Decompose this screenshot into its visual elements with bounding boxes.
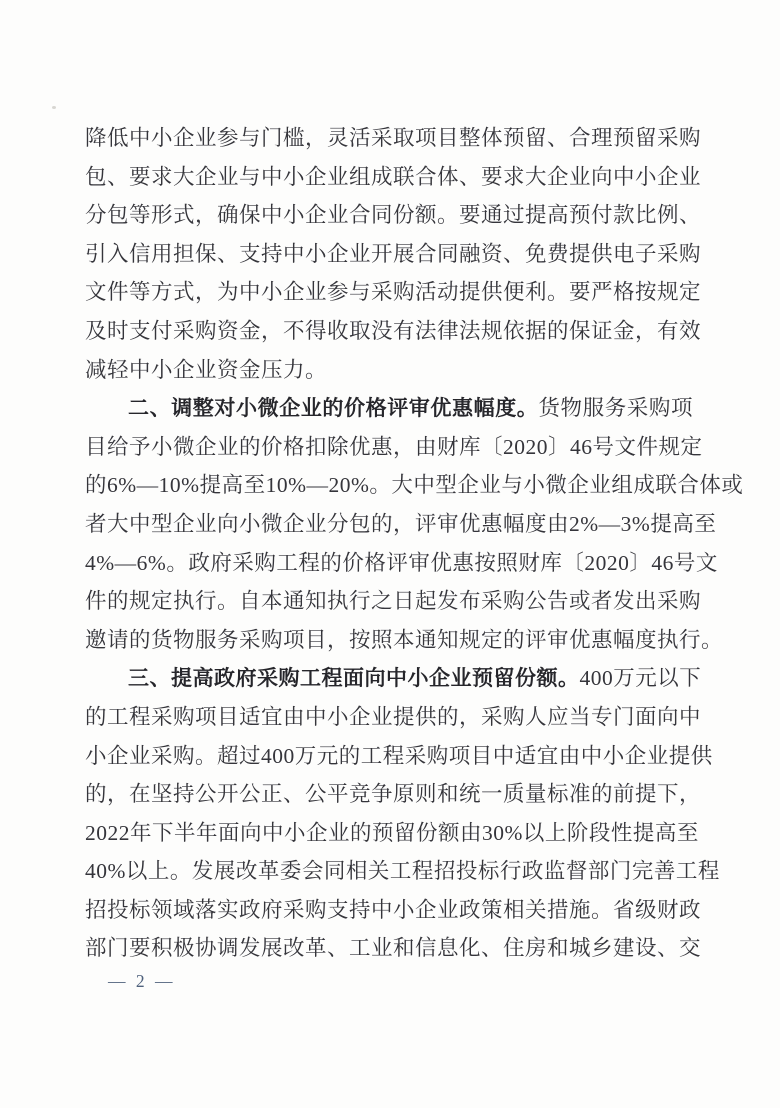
body-text-segment: 的，在坚持公开公正、公平竞争原则和统一质量标准的前提下，	[85, 782, 702, 807]
text-line	[85, 466, 744, 505]
text-line	[85, 351, 693, 390]
body-text-segment: 包、要求大企业与中小企业组成联合体、要求大企业向中小企业	[85, 164, 702, 189]
text-line	[85, 273, 702, 312]
text-line	[85, 428, 703, 467]
text-line	[85, 582, 702, 621]
body-text-segment: 的6%—10%提高至10%—20%。大中型企业与小微企业组成联合体或	[85, 473, 744, 498]
body-text-segment: 者大中型企业向小微企业分包的，评审优惠幅度由2%—3%提高至	[85, 511, 717, 536]
text-line	[85, 737, 713, 776]
body-text-segment: 货物服务采购项	[538, 396, 693, 421]
body-text-segment: 400万元以下	[579, 666, 702, 691]
body-text-segment: 部门要积极协调发展改革、工业和信息化、住房和城乡建设、交	[85, 936, 702, 961]
body-text-segment: 分包等形式，确保中小企业合同份额。要通过提高预付款比例、	[85, 203, 702, 228]
text-line	[85, 119, 702, 158]
scan-artifact-speck	[52, 106, 56, 109]
text-line	[85, 891, 702, 930]
text-line	[85, 158, 702, 197]
section-heading-segment: 三、提高政府采购工程面向中小企业预留份额。	[128, 667, 580, 691]
body-text-segment: 降低中小企业参与门槛，灵活采取项目整体预留、合理预留采购	[85, 126, 702, 150]
text-line	[85, 775, 702, 814]
body-text-segment: 减轻中小企业资金压力。	[85, 357, 328, 382]
body-text-segment: 文件等方式，为中小企业参与采购活动提供便利。要严格按规定	[85, 280, 702, 305]
text-line	[85, 814, 699, 853]
body-text-segment: 40%以上。发展改革委会同相关工程招投标行政监督部门完善工程	[85, 859, 720, 884]
text-line	[85, 196, 702, 235]
body-text-segment: 引入信用担保、支持中小企业开展合同融资、免费提供电子采购	[85, 241, 702, 266]
body-text-segment: 小企业采购。超过400万元的工程采购项目中适宜由中小企业提供	[85, 743, 713, 768]
page-number: — 2 —	[108, 971, 176, 991]
text-line	[85, 659, 702, 698]
body-text-segment: 目给予小微企业的价格扣除优惠，由财库〔2020〕46号文件规定	[85, 434, 703, 459]
body-text-segment: 及时支付采购资金，不得收取没有法律法规依据的保证金，有效	[85, 318, 702, 343]
body-text-segment: 件的规定执行。自本通知执行之日起发布采购公告或者发出采购	[85, 589, 702, 614]
body-text-segment: 2022年下半年面向中小企业的预留份额由30%以上阶段性提高至	[85, 820, 699, 845]
body-text-segment: 4%—6%。政府采购工程的价格评审优惠按照财库〔2020〕46号文	[85, 550, 718, 575]
text-line	[85, 389, 693, 428]
text-line	[85, 621, 724, 660]
body-text-segment: 的工程采购项目适宜由中小企业提供的，采购人应当专门面向中	[85, 704, 702, 729]
text-line	[85, 505, 717, 544]
section-heading-segment: 二、调整对小微企业的价格评审优惠幅度。	[128, 397, 539, 421]
text-line	[85, 235, 702, 274]
document-body	[85, 119, 744, 968]
text-line	[85, 312, 702, 351]
body-text-segment: 招投标领域落实政府采购支持中小企业政策相关措施。省级财政	[85, 897, 702, 922]
text-line	[85, 929, 702, 968]
body-text-segment: 邀请的货物服务采购项目，按照本通知规定的评审优惠幅度执行。	[85, 627, 724, 652]
text-line	[85, 544, 718, 583]
text-line	[85, 852, 720, 891]
text-line	[85, 698, 702, 737]
